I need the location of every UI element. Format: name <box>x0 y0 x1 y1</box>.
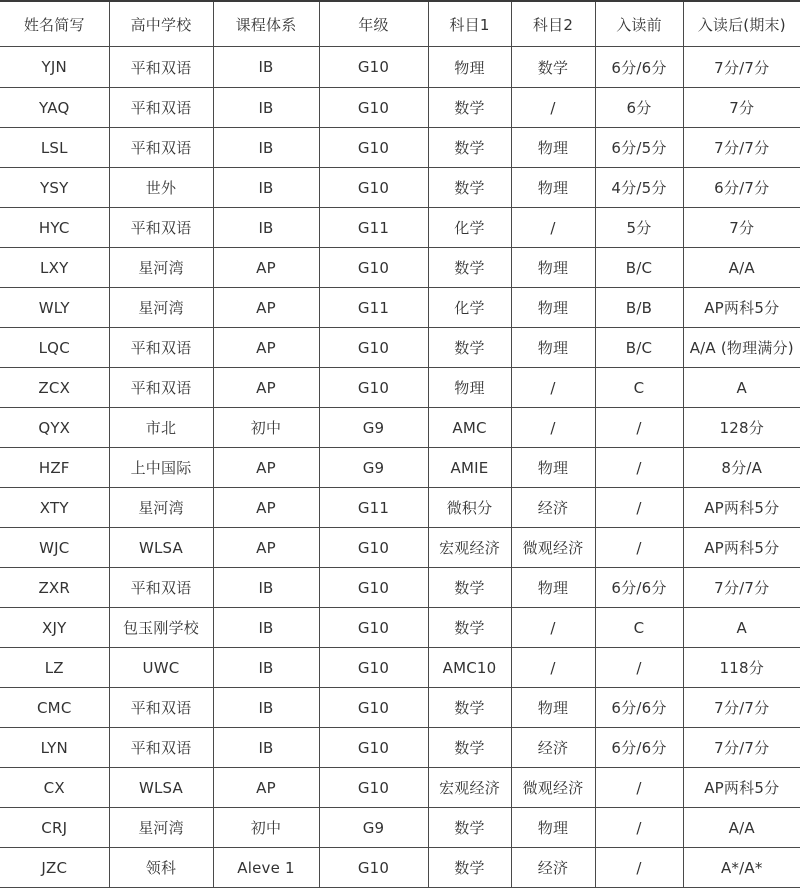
cell-grade: G10 <box>319 88 428 128</box>
cell-subject-2: 数学 <box>511 47 595 88</box>
cell-score-before: 6分/5分 <box>595 128 683 168</box>
cell-score-before: 5分 <box>595 208 683 248</box>
table-row <box>0 288 800 328</box>
cell-curriculum: IB <box>213 208 319 248</box>
cell-curriculum: IB <box>213 608 319 648</box>
cell-name-abbrev: CRJ <box>0 808 109 848</box>
cell-score-before: 6分/6分 <box>595 568 683 608</box>
cell-score-before: 6分/6分 <box>595 728 683 768</box>
table-row <box>0 728 800 768</box>
cell-curriculum: IB <box>213 88 319 128</box>
cell-grade: G10 <box>319 248 428 288</box>
cell-score-before: / <box>595 528 683 568</box>
cell-curriculum: AP <box>213 768 319 808</box>
cell-score-after: A/A (物理满分) <box>683 328 800 368</box>
cell-subject-2: 物理 <box>511 688 595 728</box>
cell-score-before: / <box>595 848 683 888</box>
cell-score-after: 8分/A <box>683 448 800 488</box>
table-row <box>0 488 800 528</box>
header-score-after: 入读后(期末) <box>683 1 800 47</box>
cell-subject-1: 数学 <box>428 568 511 608</box>
header-high-school: 高中学校 <box>109 1 213 47</box>
cell-curriculum: IB <box>213 47 319 88</box>
cell-curriculum: AP <box>213 248 319 288</box>
cell-subject-2: 经济 <box>511 728 595 768</box>
cell-curriculum: AP <box>213 448 319 488</box>
cell-name-abbrev: LXY <box>0 248 109 288</box>
cell-high-school: 星河湾 <box>109 488 213 528</box>
cell-name-abbrev: QYX <box>0 408 109 448</box>
cell-subject-1: 化学 <box>428 288 511 328</box>
cell-curriculum: Aleve 1 <box>213 848 319 888</box>
cell-score-after: 7分/7分 <box>683 728 800 768</box>
table-body <box>0 47 800 888</box>
cell-subject-1: AMIE <box>428 448 511 488</box>
table-row <box>0 168 800 208</box>
table-row <box>0 208 800 248</box>
table-row <box>0 768 800 808</box>
cell-name-abbrev: LQC <box>0 328 109 368</box>
table-row <box>0 368 800 408</box>
cell-high-school: 平和双语 <box>109 728 213 768</box>
cell-name-abbrev: WJC <box>0 528 109 568</box>
cell-score-after: 7分/7分 <box>683 47 800 88</box>
cell-curriculum: AP <box>213 328 319 368</box>
cell-name-abbrev: XTY <box>0 488 109 528</box>
cell-subject-1: 化学 <box>428 208 511 248</box>
cell-subject-1: 宏观经济 <box>428 528 511 568</box>
cell-high-school: 星河湾 <box>109 808 213 848</box>
cell-high-school: WLSA <box>109 528 213 568</box>
cell-name-abbrev: YSY <box>0 168 109 208</box>
cell-name-abbrev: JZC <box>0 848 109 888</box>
cell-subject-1: 宏观经济 <box>428 768 511 808</box>
cell-grade: G10 <box>319 848 428 888</box>
cell-score-after: AP两科5分 <box>683 288 800 328</box>
cell-score-after: A*/A* <box>683 848 800 888</box>
cell-subject-1: 数学 <box>428 808 511 848</box>
cell-curriculum: 初中 <box>213 808 319 848</box>
cell-high-school: 领科 <box>109 848 213 888</box>
cell-score-after: AP两科5分 <box>683 488 800 528</box>
cell-subject-1: 物理 <box>428 47 511 88</box>
cell-subject-2: / <box>511 208 595 248</box>
cell-score-after: 7分 <box>683 208 800 248</box>
cell-high-school: 平和双语 <box>109 47 213 88</box>
header-score-before: 入读前 <box>595 1 683 47</box>
cell-name-abbrev: YAQ <box>0 88 109 128</box>
cell-score-before: / <box>595 408 683 448</box>
cell-subject-1: AMC10 <box>428 648 511 688</box>
cell-high-school: 平和双语 <box>109 568 213 608</box>
cell-subject-1: 数学 <box>428 688 511 728</box>
cell-name-abbrev: LYN <box>0 728 109 768</box>
cell-high-school: 市北 <box>109 408 213 448</box>
cell-grade: G11 <box>319 208 428 248</box>
table-row <box>0 808 800 848</box>
cell-curriculum: IB <box>213 128 319 168</box>
cell-subject-2: 物理 <box>511 808 595 848</box>
cell-subject-1: 数学 <box>428 608 511 648</box>
cell-score-after: A/A <box>683 808 800 848</box>
cell-curriculum: IB <box>213 688 319 728</box>
cell-score-before: / <box>595 768 683 808</box>
header-curriculum: 课程体系 <box>213 1 319 47</box>
cell-name-abbrev: LZ <box>0 648 109 688</box>
cell-subject-2: 物理 <box>511 448 595 488</box>
cell-subject-2: / <box>511 648 595 688</box>
cell-score-before: 6分 <box>595 88 683 128</box>
cell-grade: G10 <box>319 368 428 408</box>
cell-score-after: 118分 <box>683 648 800 688</box>
cell-name-abbrev: ZXR <box>0 568 109 608</box>
cell-high-school: 包玉刚学校 <box>109 608 213 648</box>
cell-grade: G11 <box>319 488 428 528</box>
cell-name-abbrev: WLY <box>0 288 109 328</box>
cell-high-school: UWC <box>109 648 213 688</box>
cell-score-before: C <box>595 608 683 648</box>
cell-subject-1: 数学 <box>428 168 511 208</box>
cell-name-abbrev: HZF <box>0 448 109 488</box>
cell-curriculum: AP <box>213 288 319 328</box>
cell-score-after: 7分/7分 <box>683 128 800 168</box>
table-row <box>0 248 800 288</box>
cell-score-before: / <box>595 648 683 688</box>
cell-subject-1: 数学 <box>428 728 511 768</box>
table-header-row <box>0 1 800 47</box>
cell-score-after: A/A <box>683 248 800 288</box>
table-row <box>0 648 800 688</box>
cell-subject-1: 数学 <box>428 848 511 888</box>
cell-subject-1: 数学 <box>428 128 511 168</box>
cell-grade: G10 <box>319 608 428 648</box>
cell-high-school: 平和双语 <box>109 128 213 168</box>
table-row <box>0 608 800 648</box>
cell-name-abbrev: CMC <box>0 688 109 728</box>
cell-subject-1: 数学 <box>428 328 511 368</box>
cell-subject-2: 经济 <box>511 848 595 888</box>
cell-subject-2: 经济 <box>511 488 595 528</box>
table-row <box>0 88 800 128</box>
cell-grade: G10 <box>319 328 428 368</box>
cell-score-before: 6分/6分 <box>595 47 683 88</box>
cell-subject-1: 数学 <box>428 248 511 288</box>
cell-name-abbrev: LSL <box>0 128 109 168</box>
cell-curriculum: IB <box>213 648 319 688</box>
cell-curriculum: 初中 <box>213 408 319 448</box>
cell-subject-2: 物理 <box>511 128 595 168</box>
cell-grade: G10 <box>319 688 428 728</box>
cell-grade: G10 <box>319 648 428 688</box>
cell-curriculum: IB <box>213 168 319 208</box>
cell-name-abbrev: ZCX <box>0 368 109 408</box>
cell-high-school: 平和双语 <box>109 368 213 408</box>
cell-high-school: 平和双语 <box>109 208 213 248</box>
cell-grade: G10 <box>319 528 428 568</box>
cell-score-after: 6分/7分 <box>683 168 800 208</box>
table-row <box>0 688 800 728</box>
cell-subject-2: 物理 <box>511 248 595 288</box>
cell-curriculum: AP <box>213 488 319 528</box>
cell-subject-2: 微观经济 <box>511 528 595 568</box>
cell-high-school: 平和双语 <box>109 328 213 368</box>
cell-subject-1: 数学 <box>428 88 511 128</box>
cell-subject-2: / <box>511 88 595 128</box>
cell-subject-2: 物理 <box>511 168 595 208</box>
cell-score-after: 128分 <box>683 408 800 448</box>
cell-score-after: AP两科5分 <box>683 528 800 568</box>
cell-grade: G10 <box>319 568 428 608</box>
table-row <box>0 568 800 608</box>
table-row <box>0 128 800 168</box>
cell-score-before: / <box>595 808 683 848</box>
cell-score-before: B/C <box>595 248 683 288</box>
cell-name-abbrev: XJY <box>0 608 109 648</box>
cell-score-after: 7分 <box>683 88 800 128</box>
table-row <box>0 47 800 88</box>
cell-grade: G9 <box>319 808 428 848</box>
cell-subject-2: 物理 <box>511 568 595 608</box>
cell-name-abbrev: HYC <box>0 208 109 248</box>
cell-high-school: WLSA <box>109 768 213 808</box>
cell-curriculum: IB <box>213 568 319 608</box>
header-subject-1: 科目1 <box>428 1 511 47</box>
cell-subject-2: / <box>511 608 595 648</box>
cell-curriculum: IB <box>213 728 319 768</box>
cell-score-after: 7分/7分 <box>683 568 800 608</box>
cell-score-before: / <box>595 488 683 528</box>
cell-high-school: 星河湾 <box>109 248 213 288</box>
cell-score-after: AP两科5分 <box>683 768 800 808</box>
cell-high-school: 世外 <box>109 168 213 208</box>
cell-subject-2: / <box>511 368 595 408</box>
cell-high-school: 平和双语 <box>109 88 213 128</box>
cell-grade: G10 <box>319 128 428 168</box>
cell-grade: G10 <box>319 47 428 88</box>
table-row <box>0 528 800 568</box>
table-row <box>0 408 800 448</box>
cell-curriculum: AP <box>213 528 319 568</box>
cell-subject-2: 物理 <box>511 288 595 328</box>
cell-name-abbrev: CX <box>0 768 109 808</box>
cell-curriculum: AP <box>213 368 319 408</box>
cell-grade: G10 <box>319 768 428 808</box>
cell-grade: G9 <box>319 408 428 448</box>
cell-subject-1: 物理 <box>428 368 511 408</box>
header-grade: 年级 <box>319 1 428 47</box>
cell-subject-2: 物理 <box>511 328 595 368</box>
cell-score-after: A <box>683 368 800 408</box>
cell-subject-2: 微观经济 <box>511 768 595 808</box>
cell-score-before: C <box>595 368 683 408</box>
cell-subject-2: / <box>511 408 595 448</box>
table-row <box>0 448 800 488</box>
cell-grade: G9 <box>319 448 428 488</box>
cell-score-before: B/C <box>595 328 683 368</box>
cell-high-school: 平和双语 <box>109 688 213 728</box>
cell-high-school: 上中国际 <box>109 448 213 488</box>
cell-grade: G11 <box>319 288 428 328</box>
cell-score-before: B/B <box>595 288 683 328</box>
cell-high-school: 星河湾 <box>109 288 213 328</box>
cell-subject-1: AMC <box>428 408 511 448</box>
table-row <box>0 328 800 368</box>
cell-score-after: 7分/7分 <box>683 688 800 728</box>
cell-score-before: / <box>595 448 683 488</box>
cell-score-before: 4分/5分 <box>595 168 683 208</box>
cell-grade: G10 <box>319 168 428 208</box>
header-name-abbrev: 姓名简写 <box>0 1 109 47</box>
cell-subject-1: 微积分 <box>428 488 511 528</box>
cell-score-after: A <box>683 608 800 648</box>
cell-score-before: 6分/6分 <box>595 688 683 728</box>
cell-name-abbrev: YJN <box>0 47 109 88</box>
header-subject-2: 科目2 <box>511 1 595 47</box>
table-row <box>0 848 800 888</box>
cell-grade: G10 <box>319 728 428 768</box>
